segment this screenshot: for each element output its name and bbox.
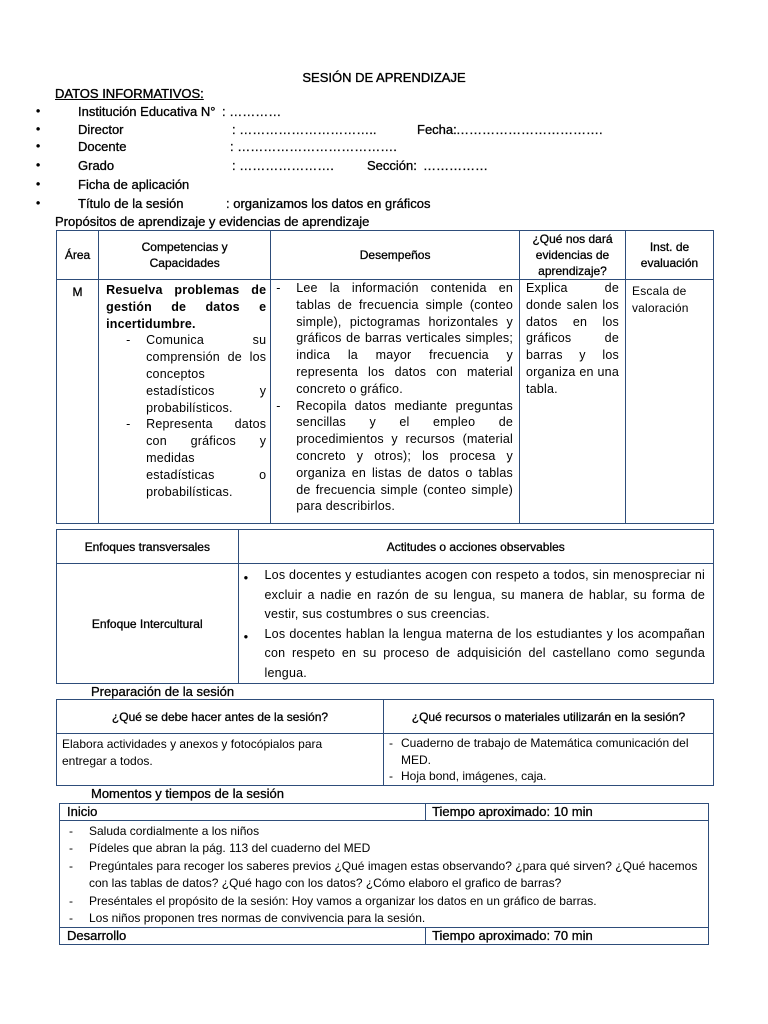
- header-competencias: Competencias y Capacidades: [99, 231, 271, 280]
- competencias-cell: [99, 280, 271, 524]
- seccion-label: Sección:: [367, 158, 417, 173]
- fecha-label: Fecha:: [417, 122, 457, 137]
- actitudes-list: [239, 566, 705, 683]
- ficha-label: Ficha de aplicación: [78, 177, 190, 192]
- desempenos-list: [271, 280, 513, 515]
- docente-value: : ……………………………….: [230, 139, 397, 154]
- list-item: - Cuaderno de trabajo de Matemática comunicación del MED.: [384, 735, 705, 768]
- inicio-list: [64, 823, 700, 927]
- list-item: ● Los docentes hablan la lengua materna de los estudiantes y los acompañan con respeto en su proceso de adquisición del castellano como segunda lengua.: [239, 625, 705, 684]
- recursos-list: [384, 735, 705, 785]
- desempenos-cell: [271, 280, 520, 524]
- inst-value: Escala de valoración: [625, 280, 713, 524]
- competencia-title: Resuelva problemas de gestión de datos e incertidumbre.: [106, 283, 267, 331]
- datos-heading: DATOS INFORMATIVOS:: [55, 86, 204, 101]
- inicio-tiempo: Tiempo aproximado: 10 min: [426, 804, 709, 821]
- institucion-value: : …………: [222, 104, 282, 119]
- actitudes-cell: [238, 564, 713, 684]
- header-recursos: ¿Qué recursos o materiales utilizarán en la sesión?: [384, 700, 714, 734]
- grado-value: : ………………….: [232, 158, 334, 173]
- list-item: - Hoja bond, imágenes, caja.: [384, 768, 705, 785]
- seccion-value: ……………: [423, 158, 488, 173]
- page-title: SESIÓN DE APRENDIZAJE: [302, 70, 466, 85]
- header-inst: Inst. de evaluación: [625, 231, 713, 280]
- header-desempenos: Desempeños: [271, 231, 520, 280]
- titulo-label: Título de la sesión: [78, 196, 184, 211]
- antes-value: Elabora actividades y anexos y fotocópialos para entregar a todos.: [57, 734, 384, 786]
- bullet-icon: •: [36, 122, 41, 136]
- area-value: M: [57, 280, 99, 524]
- list-item: - Pregúntales para recoger los saberes previos ¿Qué imagen estas observando? ¿para qué sirven? ¿Qué hacemos con las tablas de datos? ¿Qué hago con los datos? ¿Cómo elaboro el grafico de barras?: [64, 858, 700, 893]
- preparacion-table: [56, 699, 714, 786]
- institucion-label: Institución Educativa N°: [78, 104, 216, 119]
- list-item: - Preséntales el propósito de la sesión: Hoy vamos a organizar los datos en un gráfico de barras.: [64, 893, 700, 910]
- desarrollo-tiempo: Tiempo aproximado: 70 min: [426, 928, 709, 945]
- momentos-table: [59, 803, 709, 945]
- header-area: Área: [57, 231, 99, 280]
- momentos-heading: Momentos y tiempos de la sesión: [91, 786, 284, 801]
- enfoque-name: Enfoque Intercultural: [57, 564, 239, 684]
- list-item: - Comunica su comprensión de los conceptos estadísticos y probabilísticos.: [121, 332, 266, 416]
- list-item: ● Los docentes y estudiantes acogen con respeto a todos, sin menospreciar ni excluir a nadie en razón de su lengua, su manera de hablar, su forma de vestir, sus costumbres o sus creencias.: [239, 566, 705, 625]
- docente-label: Docente: [78, 139, 127, 154]
- director-value: : …………………………..: [232, 122, 377, 137]
- bullet-icon: •: [36, 177, 41, 191]
- header-antes: ¿Qué se debe hacer antes de la sesión?: [57, 700, 384, 734]
- header-actitudes: Actitudes o acciones observables: [238, 530, 713, 564]
- list-item: - Saluda cordialmente a los niños: [64, 823, 700, 840]
- list-item: - Pídeles que abran la pág. 113 del cuaderno del MED: [64, 840, 700, 857]
- capacidades-list: [121, 332, 266, 500]
- list-item: - Lee la información contenida en tablas de frecuencia simple (conteo simple), pictogramas horizontales y gráficos de barras verticales simples; indica la mayor frecuencia y representa los datos con material concreto o gráfico.: [271, 280, 513, 398]
- director-label: Director: [78, 122, 124, 137]
- propositos-table: [56, 230, 714, 524]
- bullet-icon: •: [36, 196, 41, 210]
- header-enfoques: Enfoques transversales: [57, 530, 239, 564]
- bullet-icon: •: [36, 158, 41, 172]
- bullet-icon: •: [36, 104, 41, 118]
- bullet-icon: •: [36, 139, 41, 153]
- list-item: - Representa datos con gráficos y medidas estadísticas o probabilísticas.: [121, 416, 266, 500]
- header-evidencias: ¿Qué nos dará evidencias de aprendizaje?: [520, 231, 626, 280]
- inicio-label: Inicio: [60, 804, 426, 821]
- recursos-cell: [384, 734, 714, 786]
- preparacion-heading: Preparación de la sesión: [91, 684, 235, 699]
- inicio-content: [60, 821, 709, 928]
- titulo-value: : organizamos los datos en gráficos: [226, 196, 431, 211]
- grado-label: Grado: [78, 158, 115, 173]
- fecha-value: …………………………….: [456, 122, 603, 137]
- evidencias-value: Explica de donde salen los datos en los gráficos de barras y los organiza en una tabla.: [520, 280, 626, 524]
- list-item: - Recopila datos mediante preguntas sencillas y el empleo de procedimientos y recursos (material concreto y otros); los procesa y organiza en listas de datos o tablas de frecuencia simple (conteo simple) para describirlos.: [271, 398, 513, 516]
- list-item: - Los niños proponen tres normas de convivencia para la sesión.: [64, 910, 700, 927]
- enfoques-table: [56, 529, 714, 684]
- propositos-heading: Propósitos de aprendizaje y evidencias de aprendizaje: [55, 214, 370, 229]
- desarrollo-label: Desarrollo: [60, 928, 426, 945]
